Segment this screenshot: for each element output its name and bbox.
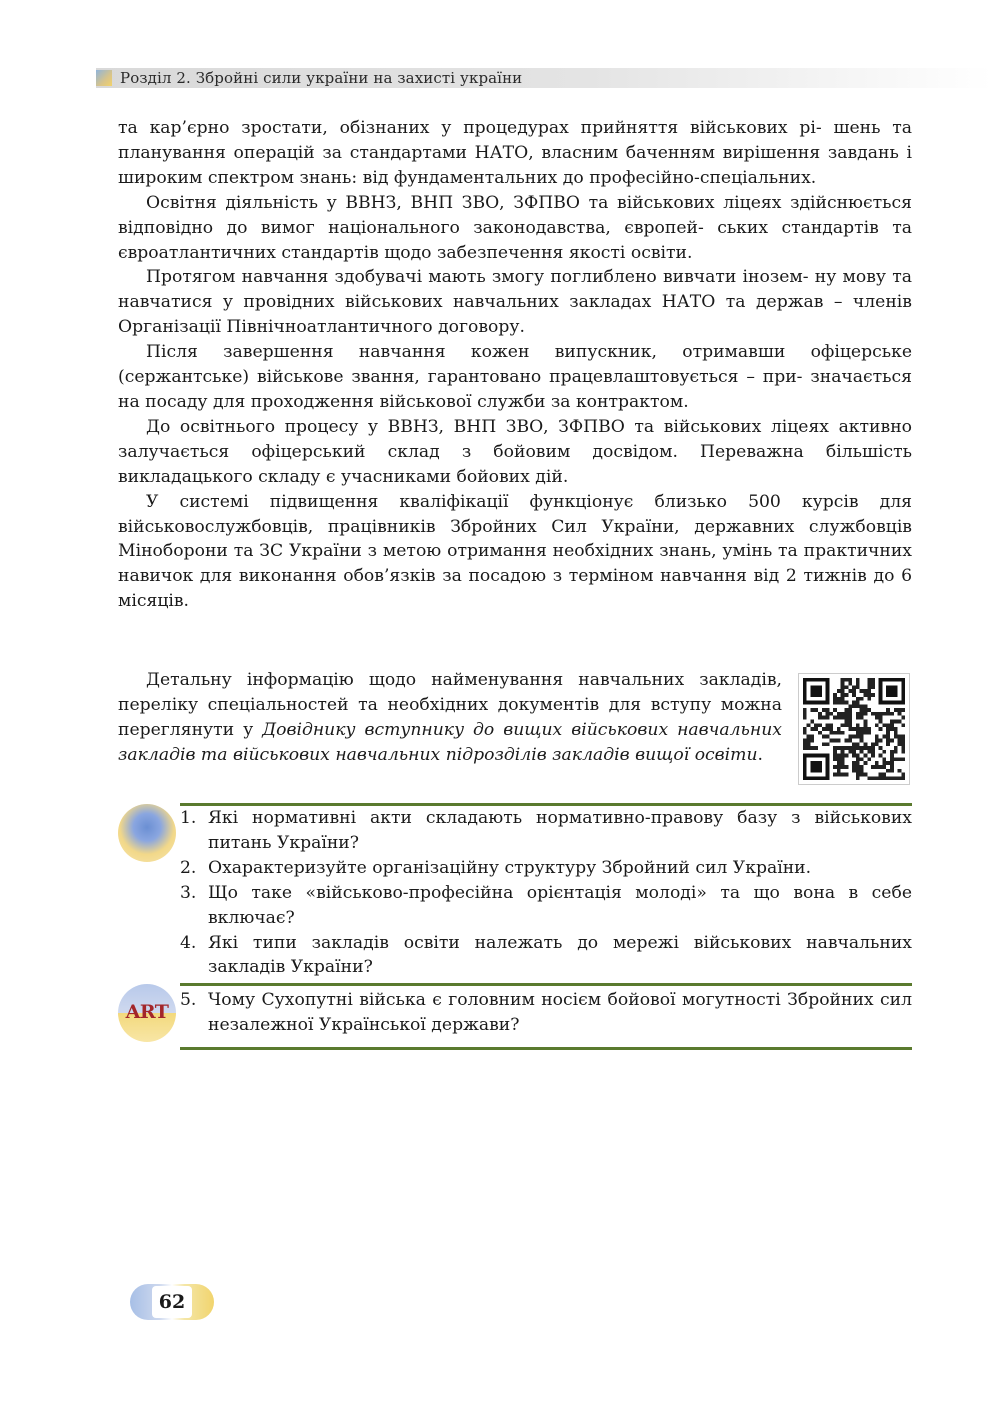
questions-bottom-rule <box>180 1047 912 1050</box>
paragraph: Протягом навчання здобувачі мають змогу поглиблено вивчати інозем- ну мову та навчатися у провідних військових навчальних закладах НАТО та держав – членів Організації Північноатлантичного договору. <box>118 267 912 338</box>
questions-list <box>180 806 912 980</box>
question-item: 5. Чому Сухопутні війська є головним носієм бойової могутності Збройних сил незалежної Української держави? <box>180 990 912 1035</box>
art-icon-label: ART <box>125 1001 169 1023</box>
question-item: 4. Які типи закладів освіти належать до мережі військових навчальних закладів України? <box>180 932 912 978</box>
paragraph: У системі підвищення кваліфікації функціонує близько 500 курсів для військовослужбовців, працівників Збройних Сил України, державних службовців Міноборони та ЗС України з метою отримання необхідних знань, умінь та практичних навичок для виконання обов’язків за посадою з терміном навчання від 2 тижнів до 6 місяців. <box>118 491 913 612</box>
page-number-badge <box>130 1284 214 1320</box>
reference-title: Довіднику вступнику до вищих військових навчальних закладів та військових навчальних підрозділів закладів вищої освіти <box>118 719 782 765</box>
page-number: 62 <box>152 1286 192 1318</box>
section-title: Розділ 2. Збройні сили україни на захисті україни <box>120 69 523 87</box>
paragraph: Після завершення навчання кожен випускник, отримавши офіцерське (сержантське) військове звання, гарантовано працевлаштовується – при- значається на посаду для проходження військової служби за контрактом. <box>118 342 913 412</box>
paragraph: та кар’єрно зростати, обізнаних у процедурах прийняття військових рі- шень та планування операцій за стандартами НАТО, власним баченням вирішення завдань і широким спектром знань: від фундаментальних до професійно-спеціальних. <box>118 118 912 188</box>
body-text <box>118 116 912 614</box>
question-item: 3. Що таке «військово-професійна орієнтація молоді» та що вона в себе включає? <box>180 882 912 928</box>
reference-paragraph: Детальну інформацію щодо найменування навчальних закладів, переліку спеціальностей та необхідних документів для вступу можна переглянути у Довіднику вступнику до вищих військових навчальних закладів та військових навчальних підрозділів закладів вищої освіти. <box>118 670 782 765</box>
qr-code-icon[interactable] <box>798 673 910 785</box>
paragraph: До освітнього процесу у ВВНЗ, ВНП ЗВО, ЗФПВО та військових ліцеях активно залучається офіцерський склад з бойовим досвідом. Переважна більшість викладацького складу є учасниками бойових дій. <box>118 416 912 487</box>
paragraph: Освітня діяльність у ВВНЗ, ВНП ЗВО, ЗФПВО та військових ліцеях здійснюється відповідно до вимог національного законодавства, європей- ських стандартів та євроатлантичних стандартів щодо забезпечення якості освіти. <box>118 192 912 263</box>
thinking-head-icon <box>118 804 176 862</box>
section-marker-icon <box>96 70 112 86</box>
art-questions-list <box>180 988 912 1038</box>
art-icon <box>118 984 176 1042</box>
question-item: 1. Які нормативні акти складають нормативно-правову базу з військових питань України? <box>180 808 912 853</box>
questions-separator-rule <box>180 983 912 986</box>
question-item: 2. Охарактеризуйте організаційну структуру Збройний сил України. <box>180 857 812 878</box>
